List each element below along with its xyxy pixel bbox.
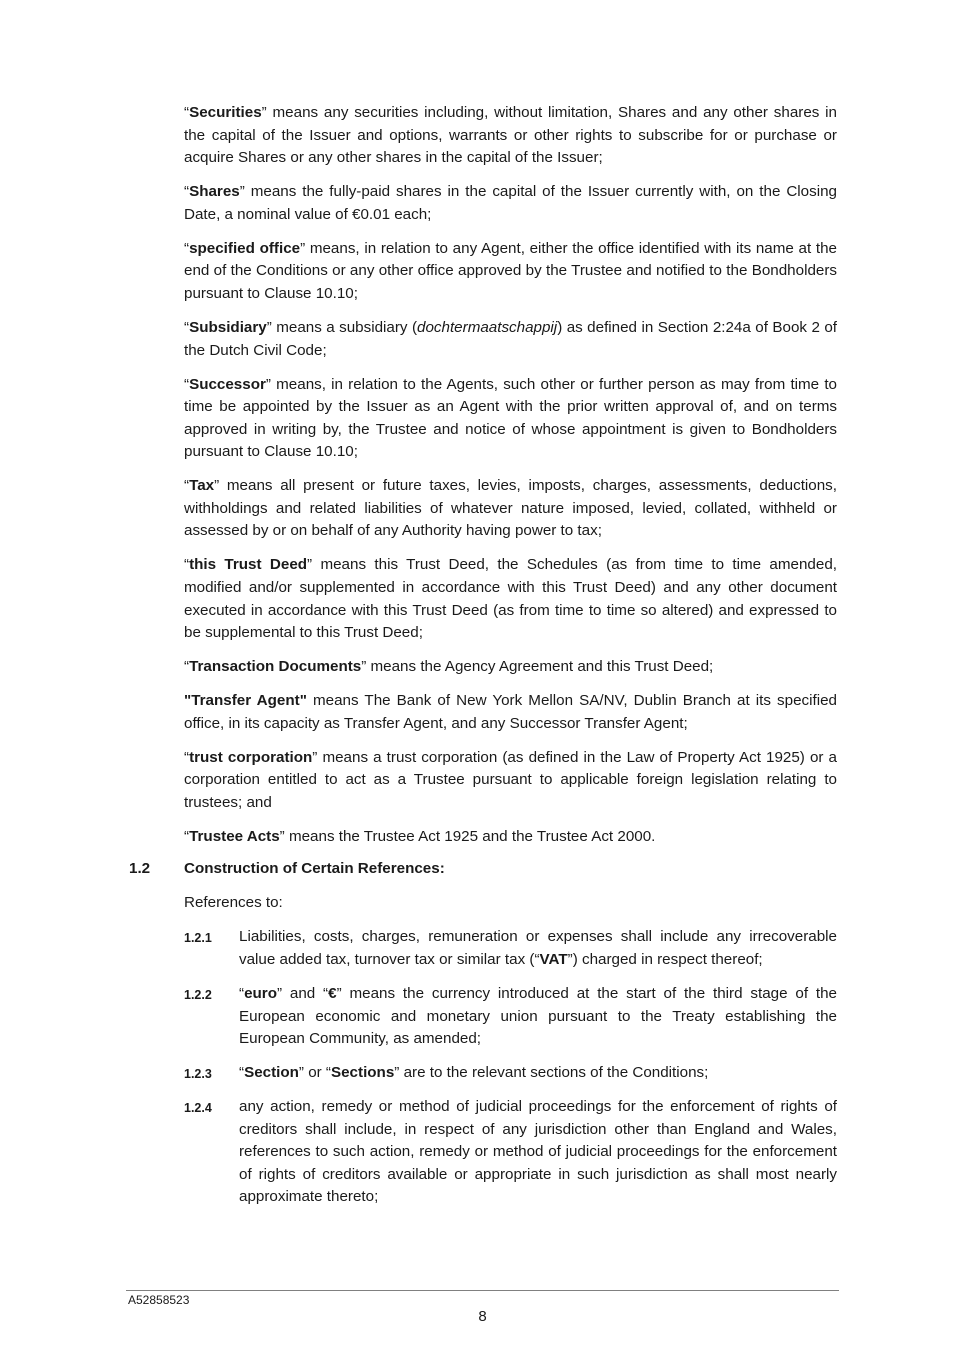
section-title: Construction of Certain References: xyxy=(184,860,445,877)
section-number: 1.2 xyxy=(129,860,151,877)
definition-tax: “Tax” means all present or future taxes, levies, imposts, charges, assessments, deductions, withholdings and related liabilities of whatever nature imposed, levied, collated, withheld or assessed by or on behalf of any Authority having power to tax; xyxy=(184,477,837,540)
definitions-list xyxy=(184,102,837,860)
definition-trustee-acts: “Trustee Acts” means the Trustee Act 1925 and the Trustee Act 2000. xyxy=(184,827,656,845)
defined-term: Transaction Documents xyxy=(189,658,362,676)
subsection-1-2-1 xyxy=(184,926,837,971)
defined-term: trust corporation xyxy=(189,748,313,766)
definition-subsidiary: “Subsidiary” means a subsidiary (dochtermaatschappij) as defined in Section 2:24a of Book 2 of the Dutch Civil Code; xyxy=(184,318,838,359)
definition-trust-corporation: “trust corporation” means a trust corporation (as defined in the Law of Property Act 1925) or a corporation entitled to act as a Trustee pursuant to applicable foreign legislation relating to trustees; and xyxy=(184,748,837,811)
defined-term: Successor xyxy=(189,375,266,393)
definition-transfer-agent: "Transfer Agent" means The Bank of New York Mellon SA/NV, Dublin Branch at its specified office, in its capacity as Transfer Agent, and any Successor Transfer Agent; xyxy=(184,692,837,732)
defined-term: Securities xyxy=(189,104,262,121)
subsection-text: “euro” and “€” means the currency introduced at the start of the third stage of the European economic and monetary union pursuant to the Treaty establishing the European Community, as amended; xyxy=(239,985,837,1048)
defined-term: Trustee Acts xyxy=(189,827,280,845)
subsection-text: Liabilities, costs, charges, remuneration or expenses shall include any irrecoverable value added tax, turnover tax or similar tax (“VAT”) charged in respect thereof; xyxy=(239,928,837,968)
definition-successor: “Successor” means, in relation to the Agents, such other or further person as may from time to time be appointed by the Issuer as an Agent with the prior written approval of, and on terms approved in writing by, the Trustee and notice of whose appointment is given to Bondholders pursuant to Clause 10.10; xyxy=(184,375,837,461)
subsection-1-2-4 xyxy=(184,1096,837,1209)
subsection-1-2-2 xyxy=(184,983,837,1051)
definition-transaction-documents: “Transaction Documents” means the Agency Agreement and this Trust Deed; xyxy=(184,658,714,676)
subsection-text: “Section” or “Sections” are to the relevant sections of the Conditions; xyxy=(239,1064,709,1081)
defined-term: this Trust Deed xyxy=(189,556,308,574)
subsection-text: any action, remedy or method of judicial proceedings for the enforcement of rights of creditors shall include, in respect of any jurisdiction other than England and Wales, references to such action, remedy or method of judicial proceedings for the enforcement of rights of creditors available or appropriate in such jurisdiction as shall most nearly approximate thereto; xyxy=(239,1098,837,1206)
defined-term: specified office xyxy=(189,239,301,257)
subsection-number: 1.2.1 xyxy=(184,931,212,945)
subsection-number: 1.2.4 xyxy=(184,1101,212,1115)
definition-securities: “Securities” means any securities including, without limitation, Shares and any other shares in the capital of the Issuer and options, warrants or other rights to subscribe for or purchase or acquire Shares or any other shares in the capital of the Issuer; xyxy=(184,104,837,167)
references-intro: References to: xyxy=(184,894,283,911)
document-id: A52858523 xyxy=(128,1293,190,1307)
defined-term: Tax xyxy=(189,477,215,495)
subsection-number: 1.2.3 xyxy=(184,1067,212,1081)
footer-divider xyxy=(126,1290,839,1291)
definition-this-trust-deed: “this Trust Deed” means this Trust Deed, the Schedules (as from time to time amended, modified and/or supplemented in accordance with this Trust Deed) and any other document executed in accordance with this Trust Deed (as from time to time so altered) and expressed to be supplemental to this Trust Deed; xyxy=(184,556,837,642)
section-heading xyxy=(129,858,837,881)
subsection-number: 1.2.2 xyxy=(184,988,212,1002)
definition-specified-office: “specified office” means, in relation to any Agent, either the office identified with its name at the end of the Conditions or any other office approved by the Trustee and notified to the Bondholders pursuant to Clause 10.10; xyxy=(184,239,837,302)
definition-shares: “Shares” means the fully-paid shares in the capital of the Issuer currently with, on the Closing Date, a nominal value of €0.01 each; xyxy=(184,183,837,223)
defined-term: Subsidiary xyxy=(189,318,267,336)
defined-term: Shares xyxy=(189,183,240,201)
page-number: 8 xyxy=(478,1308,487,1325)
subsection-1-2-3 xyxy=(184,1062,837,1085)
defined-term: "Transfer Agent" xyxy=(184,692,307,710)
